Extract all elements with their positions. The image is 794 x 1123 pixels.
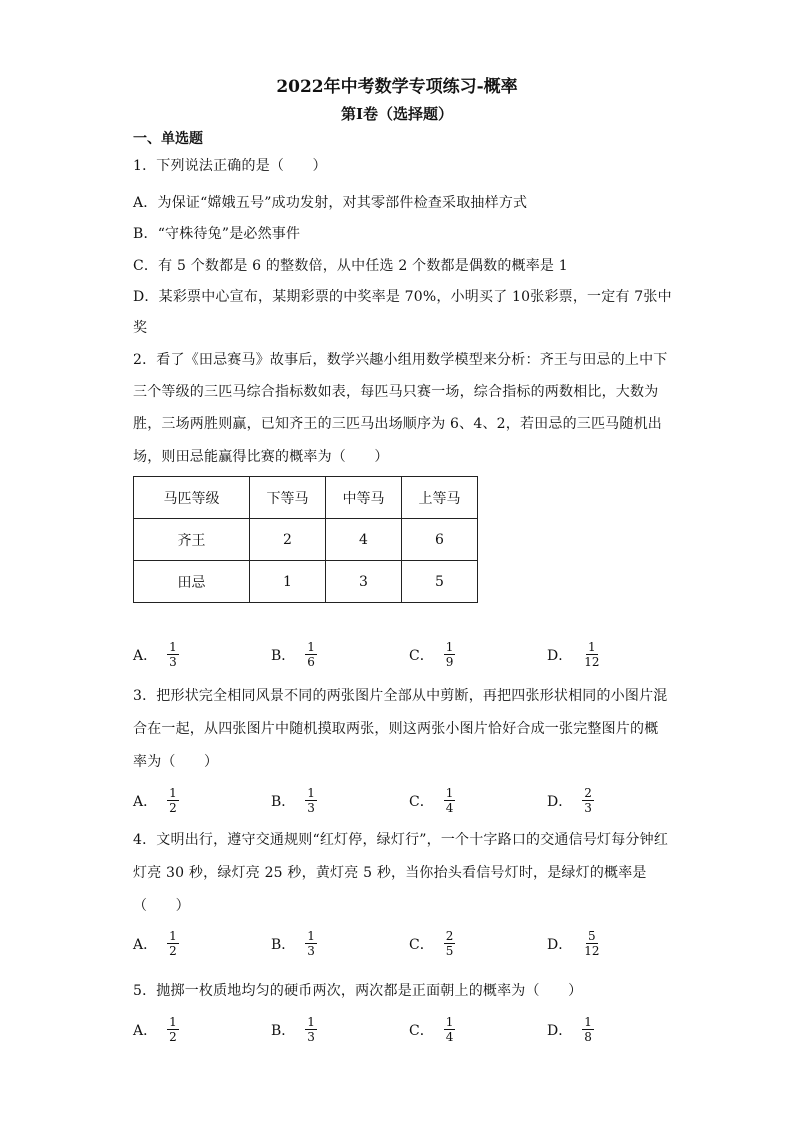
option-label: B． [271,793,296,810]
q4-option-c [409,929,455,958]
fraction [582,640,601,669]
page-title: 2022年中考数学专项练习-概率 [276,77,518,97]
numerator: 1 [169,1015,177,1029]
fraction [167,640,179,669]
denominator: 8 [584,1030,592,1044]
q4-option-d [547,929,602,958]
q2-stem-line4: 场，则田忌能赢得比赛的概率为（ ） [133,449,389,465]
page-subtitle: 第I卷（选择题） [340,105,454,123]
denominator: 12 [584,655,600,669]
denominator: 2 [169,801,177,815]
fraction [582,929,601,958]
option-label: D． [547,647,573,664]
q3-stem-line2: 合在一起，从四张图片中随机摸取两张，则这两张小图片恰好合成一张完整图片的概 [133,721,659,737]
table-cell: 1 [250,561,326,603]
denominator: 2 [169,1030,177,1044]
fraction [167,929,179,958]
q3-option-b [271,786,317,815]
fraction [444,1015,456,1044]
table-header-cell: 下等马 [250,477,326,519]
q3-option-c [409,786,455,815]
fraction [305,786,317,815]
q2-option-c [409,640,455,669]
q1-option-d-line1: D．某彩票中心宣布，某期彩票的中奖率是 70%，小明买了 10张彩票，一定有 7张中 [133,289,672,305]
q4-stem-line3: （ ） [133,898,190,914]
option-label: A． [133,647,158,664]
option-label: C． [409,936,434,953]
q2-option-b [271,640,317,669]
q4-option-a [133,929,179,958]
q2-option-a [133,640,179,669]
q2-option-d [547,640,602,669]
table-cell: 2 [250,519,326,561]
numerator: 1 [445,786,454,800]
denominator: 5 [445,944,454,958]
fraction [444,929,456,958]
denominator: 3 [307,801,315,815]
table-header-cell: 中等马 [326,477,402,519]
fraction [582,786,594,815]
q2-stem-line3: 胜，三场两胜则赢，已知齐王的三匹马出场顺序为 6、4、2，若田忌的三匹马随机出 [133,416,662,432]
table-cell: 6 [402,519,478,561]
denominator: 3 [307,1030,315,1044]
denominator: 9 [445,655,454,669]
q3-stem-line3: 率为（ ） [133,754,219,770]
numerator: 1 [307,929,315,943]
denominator: 2 [169,944,177,958]
q2-stem-line2: 三个等级的三匹马综合指标数如表，每匹马只赛一场，综合指标的两数相比，大数为 [133,384,659,400]
fraction [444,786,456,815]
q3-option-d [547,786,594,815]
q5-option-d [547,1015,594,1044]
numerator: 1 [169,786,177,800]
denominator: 3 [169,655,177,669]
table-cell: 5 [402,561,478,603]
table-cell: 4 [326,519,402,561]
q4-stem-line2: 灯亮 30 秒，绿灯亮 25 秒，黄灯亮 5 秒，当你抬头看信号灯时，是绿灯的概率是 [133,865,647,881]
q1-stem: 1．下列说法正确的是（ ） [133,158,327,174]
fraction [167,786,179,815]
denominator: 12 [584,944,600,958]
option-label: B． [271,1022,296,1039]
q5-option-b [271,1015,317,1044]
option-label: A． [133,936,158,953]
denominator: 4 [445,1030,454,1044]
q4-stem-line1: 4．文明出行，遵守交通规则“红灯停，绿灯行”，一个十字路口的交通信号灯每分钟红 [133,832,669,848]
q1-option-a: A．为保证“嫦娥五号”成功发射，对其零部件检查采取抽样方式 [133,195,528,211]
q1-option-d-line2: 奖 [133,320,148,336]
numerator: 2 [584,786,592,800]
section-heading: 一、单选题 [133,131,203,147]
numerator: 1 [588,640,596,654]
option-label: B． [271,647,296,664]
numerator: 1 [445,1015,454,1029]
option-label: A． [133,793,158,810]
fraction [444,640,456,669]
numerator: 1 [169,640,177,654]
numerator: 5 [588,929,596,943]
option-label: D． [547,936,573,953]
fraction [305,929,317,958]
option-label: D． [547,1022,573,1039]
table-row [134,561,478,603]
option-label: D． [547,793,573,810]
denominator: 3 [307,944,315,958]
option-label: B． [271,936,296,953]
table-header-cell: 马匹等级 [134,477,250,519]
q5-stem: 5．抛掷一枚质地均匀的硬币两次，两次都是正面朝上的概率为（ ） [133,983,583,999]
denominator: 3 [584,801,592,815]
horse-table [133,476,478,603]
numerator: 1 [307,786,315,800]
fraction [167,1015,179,1044]
table-header-cell: 上等马 [402,477,478,519]
denominator: 6 [307,655,315,669]
table-cell: 田忌 [134,561,250,603]
q3-stem-line1: 3．把形状完全相同风景不同的两张图片全部从中剪断，再把四张形状相同的小图片混 [133,688,668,704]
numerator: 2 [445,929,454,943]
q5-option-a [133,1015,179,1044]
table-cell: 齐王 [134,519,250,561]
q1-option-b: B．“守株待兔”是必然事件 [133,226,301,242]
numerator: 1 [584,1015,592,1029]
option-label: C． [409,1022,434,1039]
fraction [582,1015,594,1044]
q1-option-c: C．有 5 个数都是 6 的整数倍，从中任选 2 个数都是偶数的概率是 1 [133,258,568,274]
option-label: C． [409,793,434,810]
q2-stem-line1: 2．看了《田忌赛马》故事后，数学兴趣小组用数学模型来分析：齐王与田忌的上中下 [133,352,668,368]
q4-option-b [271,929,317,958]
fraction [305,1015,317,1044]
numerator: 1 [445,640,454,654]
fraction [305,640,317,669]
numerator: 1 [307,1015,315,1029]
numerator: 1 [307,640,315,654]
option-label: A． [133,1022,158,1039]
table-row [134,519,478,561]
table-header-row [134,477,478,519]
q3-option-a [133,786,179,815]
q5-option-c [409,1015,455,1044]
numerator: 1 [169,929,177,943]
option-label: C． [409,647,434,664]
denominator: 4 [445,801,454,815]
table-cell: 3 [326,561,402,603]
